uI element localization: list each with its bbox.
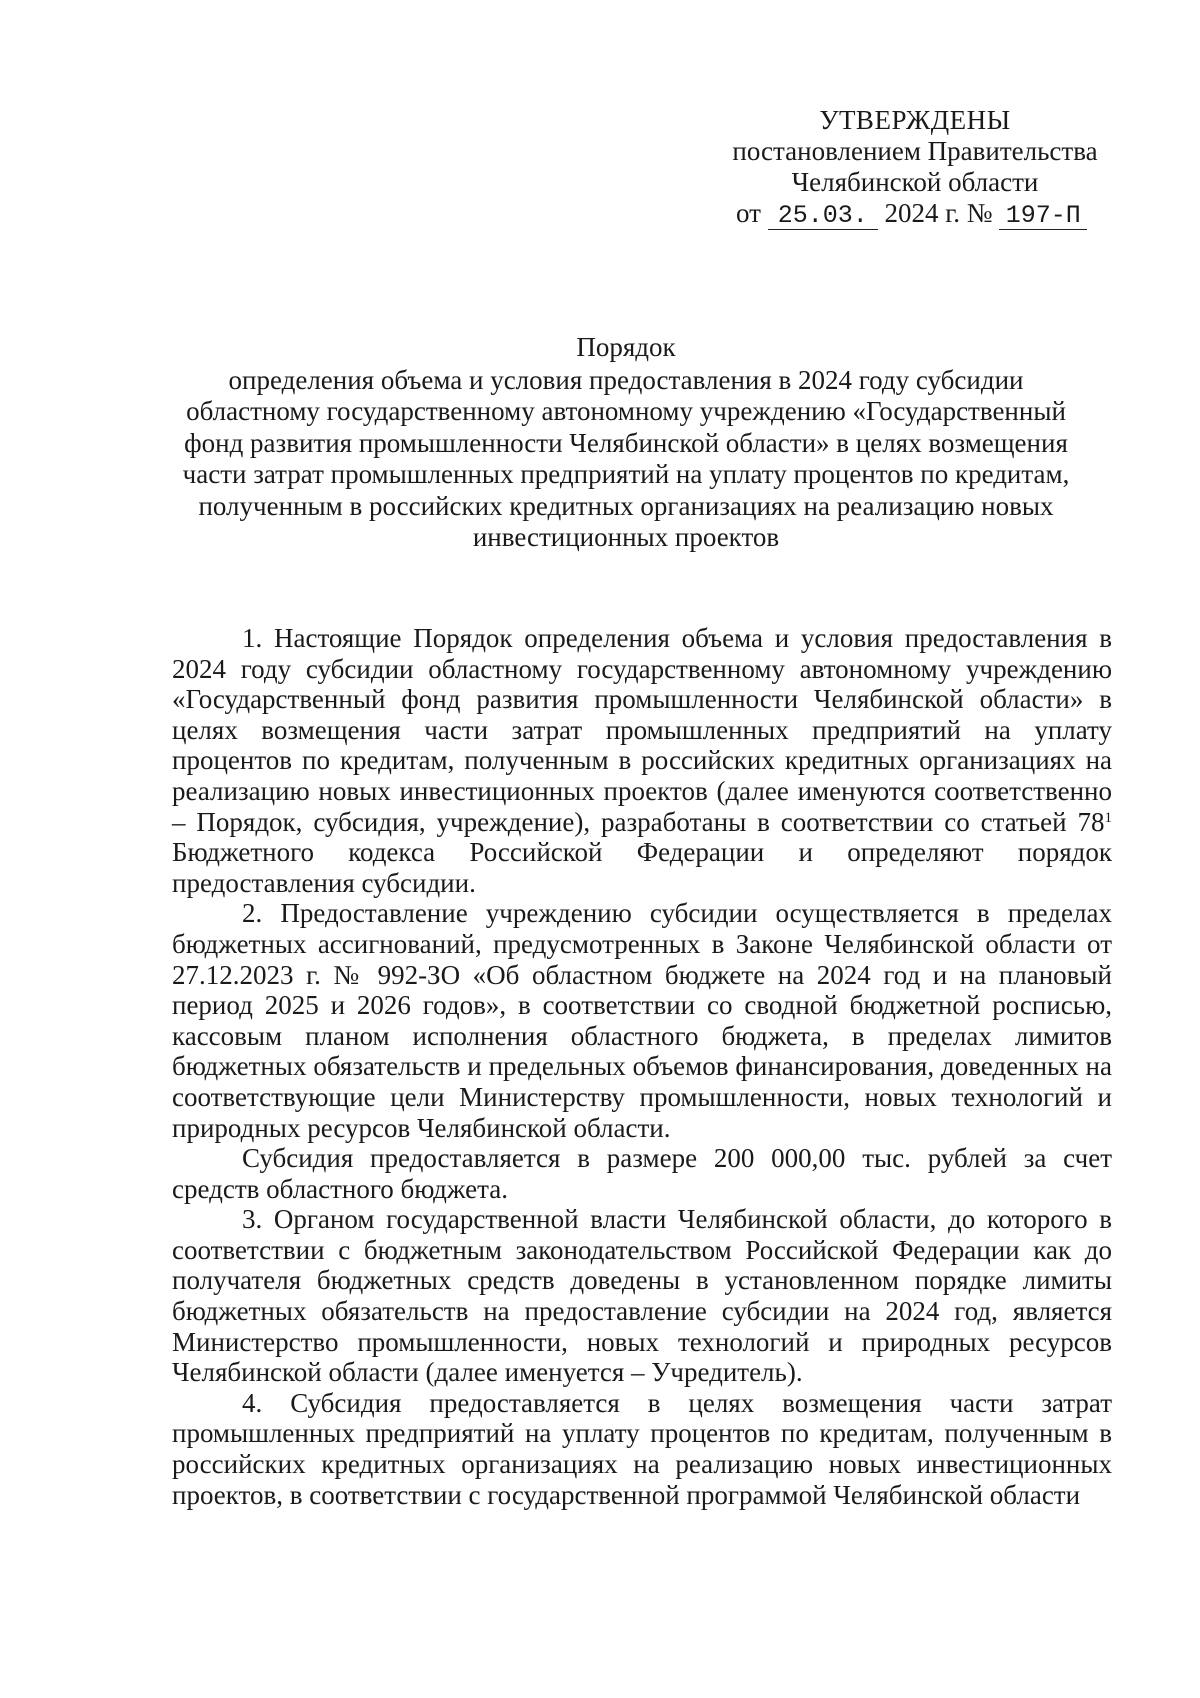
article-superscript: 1 xyxy=(1104,809,1112,826)
number-field: 197-П xyxy=(999,203,1087,230)
paragraph-2: 2. Предоставление учреждению субсидии осуществляется в пределах бюджетных ассигнований, предусмотренных в Законе Челябинской области от 27.12.2023 г. № 992-ЗО «Об областном бюджете на 2024 год и на плановый период 2025 и 2026 годов», в соответствии со сводной бюджетной росписью, кассовым планом исполнения областного бюджета, в пределах лимитов бюджетных обязательств и предельных объемов финансирования, доведенных на соответствующие цели Министерству промышленности, новых технологий и природных ресурсов Челябинской области. xyxy=(172,898,1112,1143)
paragraph-2-amount: Субсидия предоставляется в размере 200 000,00 тыс. рублей за счет средств областного бюджета. xyxy=(172,1143,1112,1204)
date-prefix: от xyxy=(736,198,761,228)
year-and-number-label: 2024 г. № xyxy=(884,198,993,228)
document-subtitle: определения объема и условия предоставления в 2024 году субсидии областному государственному автономному учреждению «Государственный фонд развития промышленности Челябинской области» в целях возмещения части затрат промышленных предприятий на уплату процентов по кредитам, полученным в российских кредитных организациях на реализацию новых инвестиционных проектов xyxy=(182,364,1070,552)
paragraph-1 xyxy=(172,623,1112,898)
document-title: Порядок xyxy=(576,332,676,362)
paragraph-3: 3. Органом государственной власти Челябинской области, до которого в соответствии с бюджетным законодательством Российской Федерации как до получателя бюджетных средств доведены в установленном порядке лимиты бюджетных обязательств на предоставление субсидии на 2024 год, является Министерство промышленности, новых технологий и природных ресурсов Челябинской области (далее именуется – Учредитель). xyxy=(172,1204,1112,1388)
paragraph-1-text: 1. Настоящие Порядок определения объема и условия предоставления в 2024 году субсидии областному государственному автономному учреждению «Государственный фонд развития промышленности Челябинской области» в целях возмещения части затрат промышленных предприятий на уплату процентов по кредитам, полученным в российских кредитных организациях на реализацию новых инвестиционных проектов (далее именуются соответственно – Порядок, субсидия, учреждение), разработаны в соответствии со статьей 78 xyxy=(172,623,1112,837)
document-title-block xyxy=(160,332,1092,554)
paragraph-4: 4. Субсидия предоставляется в целях возмещения части затрат промышленных предприятий на уплату процентов по кредитам, полученным в российских кредитных организациях на реализацию новых инвестиционных проектов, в соответствии с государственной программой Челябинской области xyxy=(172,1387,1112,1510)
approval-line-region: Челябинской области xyxy=(791,167,1039,197)
approval-line-resolution: постановлением Правительства xyxy=(732,136,1098,166)
document-body xyxy=(172,623,1112,1510)
approval-block xyxy=(720,105,1110,230)
paragraph-1-text-end: Бюджетного кодекса Российской Федерации и определяют порядок предоставления субсидии. xyxy=(172,837,1112,898)
approval-heading: УТВЕРЖДЕНЫ xyxy=(819,105,1011,135)
date-field: 25.03. xyxy=(768,203,878,230)
approval-date-line xyxy=(720,198,1110,230)
